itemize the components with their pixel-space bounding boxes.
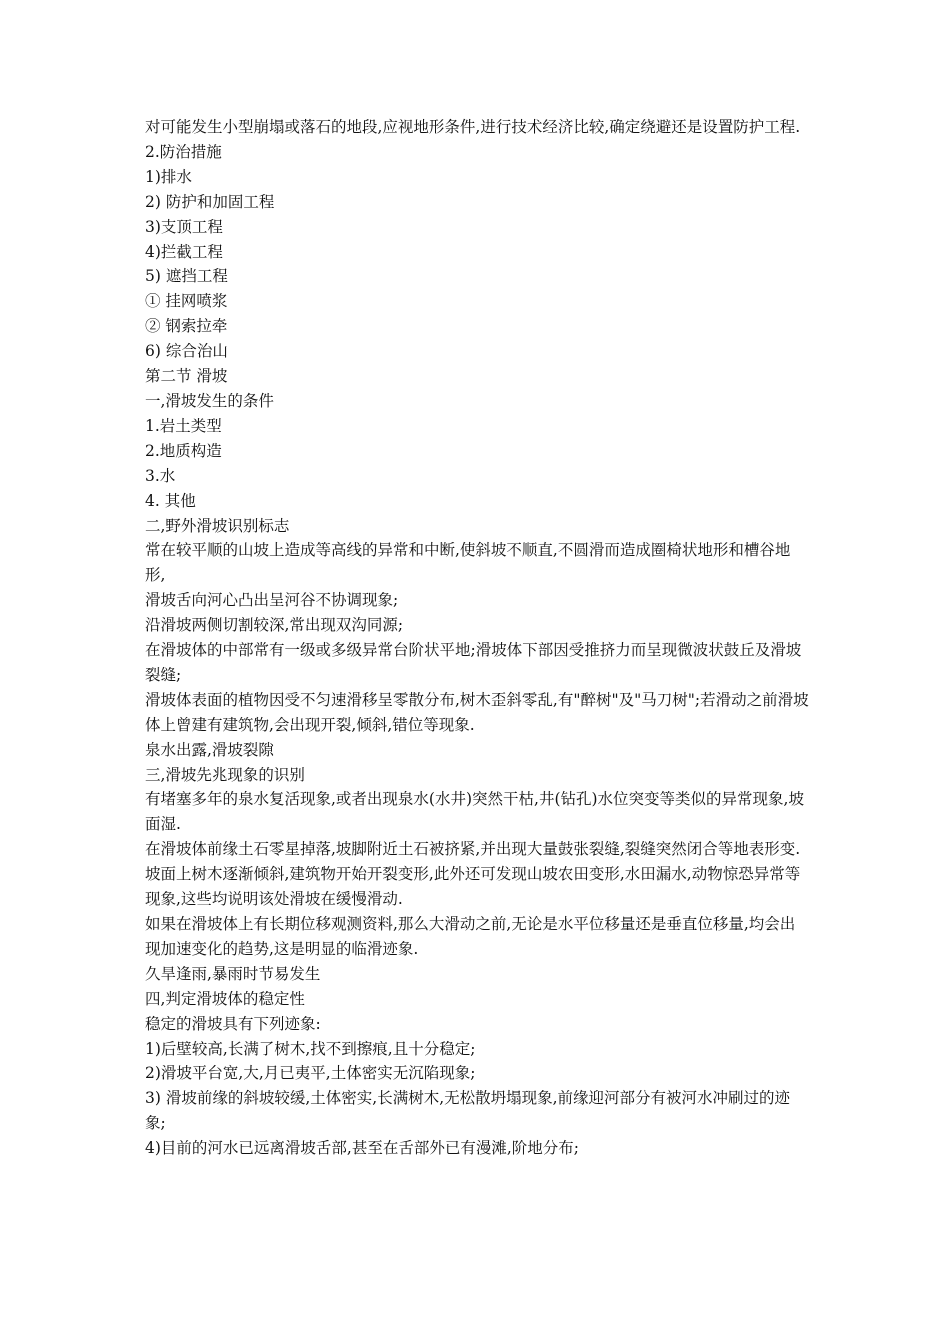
list-item-interception: 4)拦截工程 xyxy=(145,242,223,261)
sub-item-cable: ② 钢索拉牵 xyxy=(145,317,228,336)
heading-stability: 四,判定滑坡体的稳定性 xyxy=(145,989,305,1008)
list-item-other: 4. 其他 xyxy=(145,491,196,510)
list-item-comprehensive: 6) 综合治山 xyxy=(145,342,228,361)
section-title-landslide: 第二节 滑坡 xyxy=(145,367,228,386)
paragraph-field-sign-4: 在滑坡体的中部常有一级或多级异常台阶状平地;滑坡体下部因受推挤力而呈现微波状鼓丘及滑坡裂缝; xyxy=(145,641,802,684)
document-body xyxy=(145,115,810,1161)
sub-item-mesh-spray: ① 挂网喷浆 xyxy=(145,292,228,311)
paragraph-field-sign-3: 沿滑坡两侧切割较深,常出现双沟同源; xyxy=(145,616,404,635)
paragraph-field-sign-5: 滑坡体表面的植物因受不匀速滑移呈零散分布,树木歪斜零乱,有"醉树"及"马刀树";若滑动之前滑坡体上曾建有建筑物,会出现开裂,倾斜,错位等现象. xyxy=(145,690,809,734)
heading-precursors: 三,滑坡先兆现象的识别 xyxy=(145,765,305,784)
paragraph-precursor-1: 有堵塞多年的泉水复活现象,或者出现泉水(水井)突然干枯,井(钻孔)水位突变等类似的异常现象,坡面湿. xyxy=(145,790,804,834)
list-item-drainage: 1)排水 xyxy=(145,167,192,186)
paragraph-precursor-2: 在滑坡体前缘土石零星掉落,坡脚附近土石被挤紧,并出现大量鼓张裂缝,裂缝突然闭合等地表形变. xyxy=(145,840,801,859)
list-item-water: 3.水 xyxy=(145,466,176,485)
list-item-rock-type: 1.岩土类型 xyxy=(145,416,222,435)
list-item-protection: 2) 防护和加固工程 xyxy=(145,192,275,211)
paragraph-precursor-3: 坡面上树木逐渐倾斜,建筑物开始开裂变形,此外还可发现山坡农田变形,水田漏水,动物惊恐异常等现象,这些均说明该处滑坡在缓慢滑动. xyxy=(145,865,801,909)
heading-conditions: 一,滑坡发生的条件 xyxy=(145,391,274,410)
paragraph-field-sign-6: 泉水出露,滑坡裂隙 xyxy=(145,740,274,759)
paragraph-intro: 对可能发生小型崩塌或落石的地段,应视地形条件,进行技术经济比较,确定绕避还是设置防护工程. xyxy=(145,118,801,136)
paragraph-stability-intro: 稳定的滑坡具有下列迹象: xyxy=(145,1014,321,1033)
list-item-stability-2: 2)滑坡平台宽,大,月已夷平,土体密实无沉陷现象; xyxy=(145,1064,476,1083)
paragraph-field-sign-2: 滑坡舌向河心凸出呈河谷不协调现象; xyxy=(145,591,399,610)
list-item-shielding: 5) 遮挡工程 xyxy=(145,267,228,286)
paragraph-field-sign-1: 常在较平顺的山坡上造成等高线的异常和中断,使斜坡不顺直,不圆滑而造成圈椅状地形和槽谷地形, xyxy=(145,541,791,585)
list-item-stability-3: 3) 滑坡前缘的斜坡较缓,土体密实,长满树木,无松散坍塌现象,前缘迎河部分有被河水冲刷过的迹象; xyxy=(145,1089,791,1133)
list-item-stability-4: 4)目前的河水已远离滑坡舌部,甚至在舌部外已有漫滩,阶地分布; xyxy=(145,1139,579,1158)
paragraph-precursor-4: 如果在滑坡体上有长期位移观测资料,那么大滑动之前,无论是水平位移量还是垂直位移量,均会出现加速变化的趋势,这是明显的临滑迹象. xyxy=(145,915,796,958)
list-item-stability-1: 1)后壁较高,长满了树木,找不到擦痕,且十分稳定; xyxy=(145,1039,476,1058)
paragraph-precursor-5: 久旱逢雨,暴雨时节易发生 xyxy=(145,964,321,983)
heading-field-signs: 二,野外滑坡识别标志 xyxy=(145,516,290,535)
heading-prevention-measures: 2.防治措施 xyxy=(145,142,222,161)
list-item-support: 3)支顶工程 xyxy=(145,217,223,236)
list-item-geology: 2.地质构造 xyxy=(145,441,222,460)
